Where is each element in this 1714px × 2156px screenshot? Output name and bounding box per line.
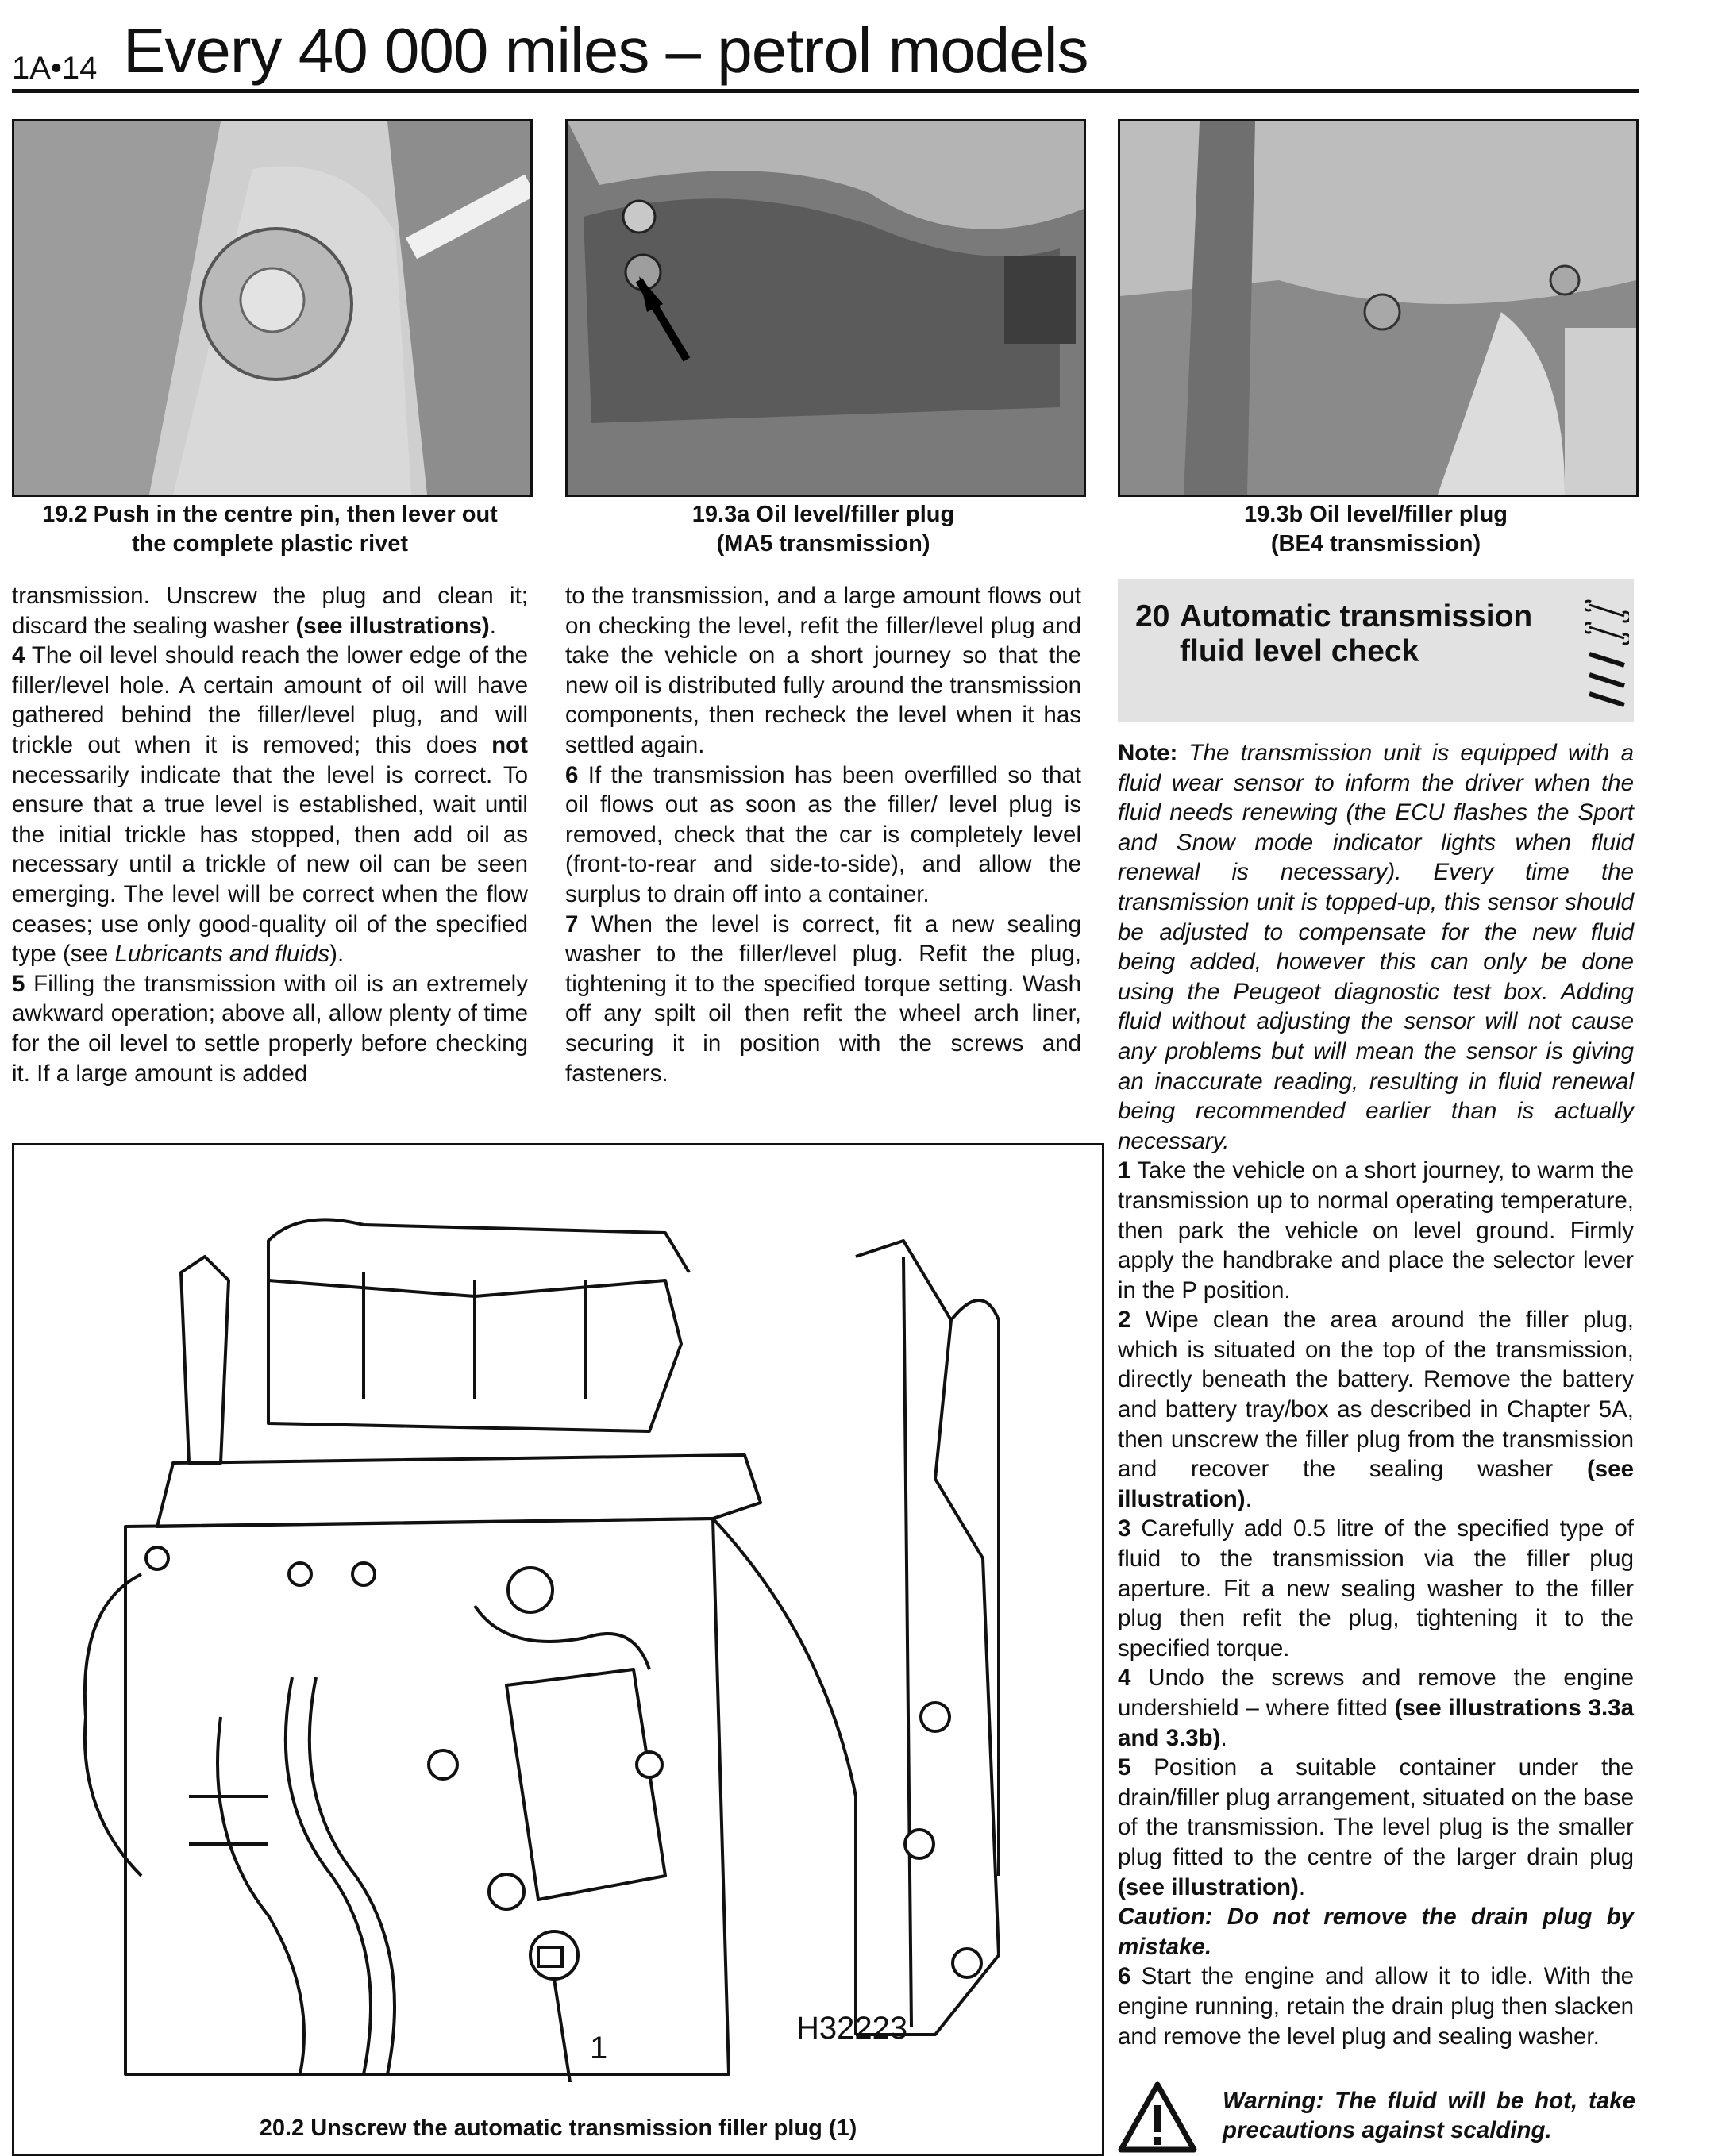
callout-1: 1 bbox=[590, 2031, 608, 2066]
diagram-20-2 bbox=[12, 1143, 1104, 2156]
paragraph-continued: to the transmission, and a large amount flows out on checking the level, refit the filler/level plug and take the vehicle on a short journey so that the new oil is distributed fully around the transmission components, then recheck the level when it has settled again. bbox=[565, 583, 1081, 758]
transmission-line-drawing bbox=[30, 1161, 1086, 2082]
header-rule bbox=[12, 89, 1639, 93]
page-number: 1A•14 bbox=[12, 51, 98, 86]
caption-19-2: 19.2 Push in the centre pin, then lever out the complete plastic rivet bbox=[42, 502, 498, 556]
page-header bbox=[12, 14, 1639, 90]
section-number: 20 bbox=[1135, 599, 1170, 633]
step-4: 4 Undo the screws and remove the engine undershield – where fitted (see illustrations 3.3a and 3.3b). bbox=[1118, 1665, 1634, 1751]
note: Note: The transmission unit is equipped with a fluid wear sensor to inform the driver when the fluid needs renewing (the ECU flashes the Sport and Snow mode indicator lights when fluid renewal is necessary). Every time the transmission unit is topped-up, this sensor should be adjusted to compensate for the new fluid being added, however this can only be done using the Peugeot diagnostic test box. Adding fluid without adjusting the sensor will not cause any problems but will mean the sensor is giving an inaccurate reading, resulting in fluid renewal being recommended earlier than is actually necessary. bbox=[1118, 740, 1634, 1154]
section-title: Automatic transmission fluid level check bbox=[1180, 599, 1533, 668]
step-1: 1 Take the vehicle on a short journey, to warm the transmission up to normal operating temperature, then park the vehicle on level ground. Firmly apply the handbrake and place the selector lever in the P position. bbox=[1118, 1157, 1634, 1303]
text-column-2 bbox=[565, 581, 1081, 1088]
text-column-3 bbox=[1118, 738, 1634, 2051]
caption-19-3b: 19.3b Oil level/filler plug (BE4 transmission) bbox=[1244, 502, 1508, 556]
caption-20-2: 20.2 Unscrew the automatic transmission filler plug (1) bbox=[259, 2116, 857, 2141]
step-3: 3 Carefully add 0.5 litre of the specified type of fluid to the transmission via the filler plug aperture. Fit a new sealing washer to the filler plug then refit the plug, tightening it to the specified torque. bbox=[1118, 1515, 1634, 1661]
photo-19-3b bbox=[1118, 119, 1639, 497]
caution: Caution: Do not remove the drain plug by mistake. bbox=[1118, 1904, 1634, 1960]
paragraph-continued: transmission. Unscrew the plug and clean it; discard the sealing washer (see illustrations). bbox=[12, 583, 528, 639]
warning-text: Warning: The fluid will be hot, take precautions against scalding. bbox=[1223, 2088, 1635, 2143]
drawing-reference: H32223 bbox=[796, 2011, 908, 2046]
warning-triangle-icon bbox=[1118, 2081, 1197, 2153]
photo-19-2 bbox=[12, 119, 533, 497]
step-5: 5 Filling the transmission with oil is an extremely awkward operation; above all, allow plenty of time for the oil level to settle properly before checking it. If a large amount is added bbox=[12, 970, 528, 1087]
page-title: Every 40 000 miles – petrol models bbox=[123, 15, 1088, 86]
wrench-difficulty-icon bbox=[1585, 597, 1629, 708]
caption-19-3a: 19.3a Oil level/filler plug (MA5 transmission) bbox=[691, 502, 955, 556]
text-column-1 bbox=[12, 581, 528, 1088]
photo-19-3a bbox=[565, 119, 1086, 497]
step-6: 6 Start the engine and allow it to idle. With the engine running, retain the drain plug then slacken and remove the level plug and sealing washer. bbox=[1118, 1963, 1634, 2050]
step-7: 7 When the level is correct, fit a new sealing washer to the filler/level plug. Refit the plug, tightening it to the specified torque setting. Wash off any spilt oil then refit the wheel arch liner, securing it in position with the screws and fasteners. bbox=[565, 911, 1081, 1087]
step-2: 2 Wipe clean the area around the filler plug, which is situated on the top of the transmission, directly beneath the battery. Remove the battery and battery tray/box as described in Chapter 5A, then unscrew the filler plug from the transmission and recover the sealing washer (see illustration). bbox=[1118, 1307, 1634, 1512]
step-5: 5 Position a suitable container under the drain/filler plug arrangement, situated on the base of the transmission. The level plug is the smaller plug fitted to the centre of the larger drain plug (see illustration). bbox=[1118, 1754, 1634, 1900]
step-4: 4 The oil level should reach the lower edge of the filler/level hole. A certain amount of oil will have gathered behind the filler/level plug, and will trickle out when it is removed; this does not necessarily indicate that the level is correct. To ensure that a true level is established, wait until the initial trickle has stopped, then add oil as necessary until a trickle of new oil can be seen emerging. The level will be correct when the flow ceases; use only good-quality oil of the specified type (see Lubricants and fluids). bbox=[12, 642, 528, 968]
section-heading-box bbox=[1118, 579, 1634, 722]
step-6: 6 If the transmission has been overfilled so that oil flows out as soon as the filler/ level plug is removed, check that the car is completely level (front-to-rear and side-to-side), and allow the surplus to drain off into a container. bbox=[565, 761, 1081, 907]
